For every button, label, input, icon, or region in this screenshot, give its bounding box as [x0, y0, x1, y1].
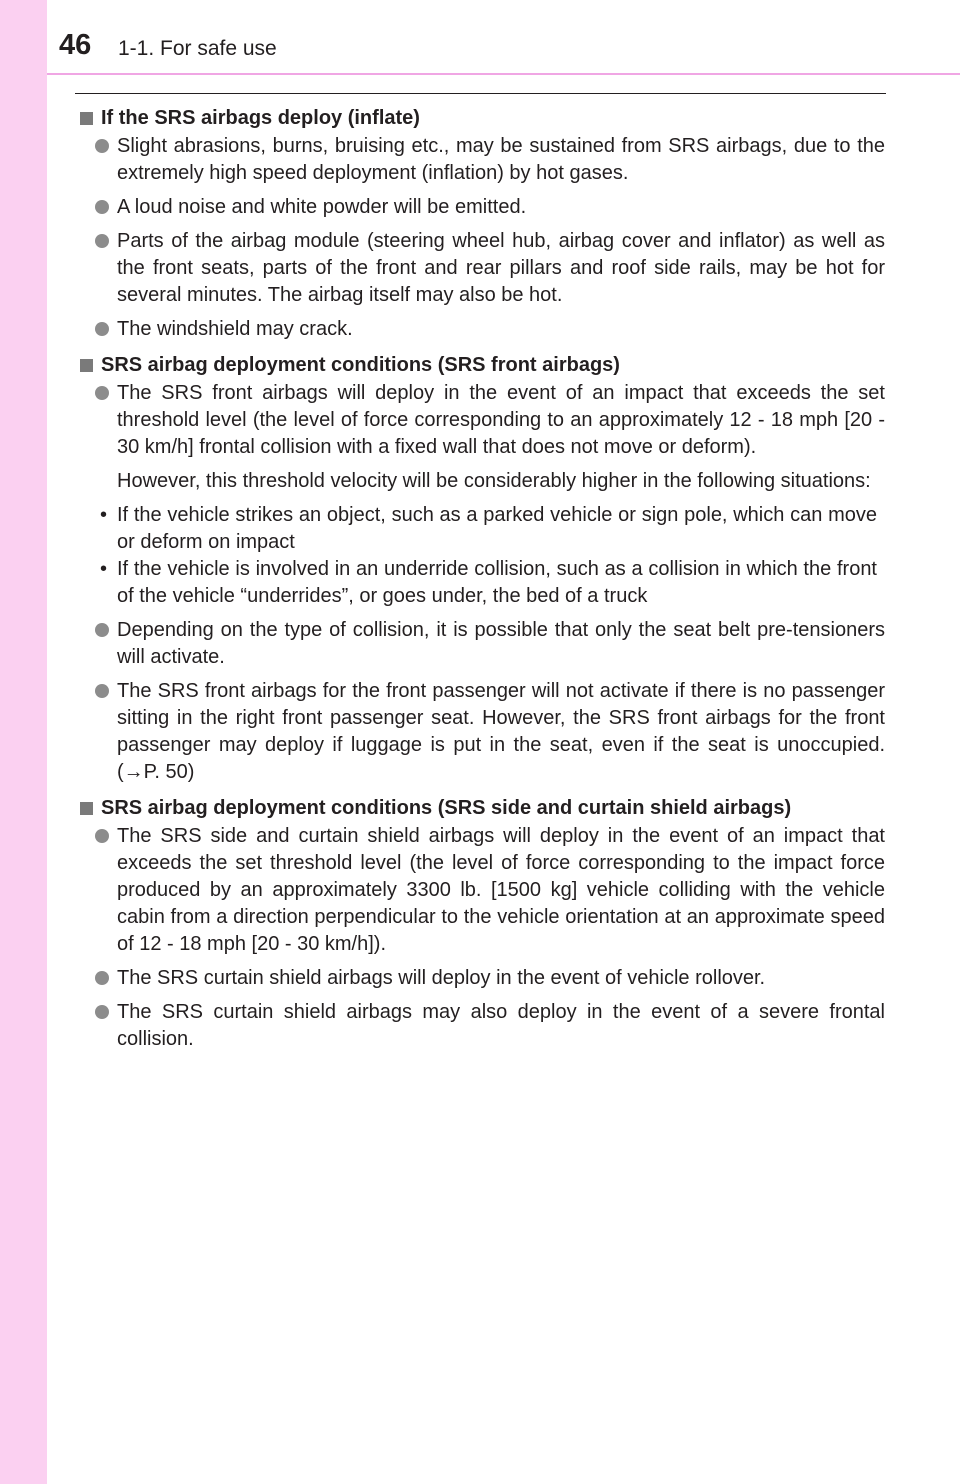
section-label: 1-1. For safe use	[118, 37, 277, 60]
list-item-text: The SRS curtain shield airbags may also deploy in the event of a severe frontal collision.	[117, 1001, 885, 1050]
note-paragraph: However, this threshold velocity will be considerably higher in the following situations:	[117, 470, 871, 492]
list-item-text: Slight abrasions, burns, bruising etc., may be sustained from SRS airbags, due to the extremely high speed deployment (inflation) by hot gases.	[117, 135, 885, 184]
round-bullet-icon	[95, 684, 109, 698]
sub-list-item	[100, 556, 885, 610]
side-margin-band	[0, 0, 47, 1484]
list-item-text: The SRS side and curtain shield airbags will deploy in the event of an impact that exceeds the set threshold level (the level of force corresponding to the impact force produced by an approximately 3300 lb. [1500 kg] vehicle colliding with the vehicle cabin from a direction perpendicular to the vehicle orientation at an approximate speed of 12 - 18 mph [20 - 30 km/h]).	[117, 825, 885, 955]
content-top-rule	[75, 93, 886, 94]
sub-list-item-text: If the vehicle strikes an object, such as a parked vehicle or sign pole, which can move or deform on impact	[117, 504, 877, 553]
list-item-text: Parts of the airbag module (steering wheel hub, airbag cover and inflator) as well as the front seats, parts of the front and rear pillars and roof side rails, may be hot for several minutes. The airbag itself may also be hot.	[117, 230, 885, 306]
list-item-text: The SRS curtain shield airbags will deploy in the event of vehicle rollover.	[117, 967, 766, 989]
section-heading-text: SRS airbag deployment conditions (SRS front airbags)	[101, 354, 620, 376]
round-bullet-icon	[95, 829, 109, 843]
list-item	[95, 617, 885, 671]
round-bullet-icon	[95, 386, 109, 400]
list-item	[95, 999, 885, 1053]
list-item-text: The SRS front airbags for the front passenger will not activate if there is no passenger sitting in the right front passenger seat. However, the SRS front airbags for the front passenger may deploy if luggage is put in the seat, even if the seat is unoccupied. (→P. 50)	[117, 680, 885, 783]
list-item	[95, 678, 885, 786]
square-bullet-icon	[80, 112, 93, 125]
round-bullet-icon	[95, 234, 109, 248]
section-heading-text: SRS airbag deployment conditions (SRS side and curtain shield airbags)	[101, 797, 792, 819]
page-content	[80, 105, 885, 1053]
list-item-text: A loud noise and white powder will be emitted.	[117, 196, 527, 218]
list-item-text: The SRS front airbags will deploy in the event of an impact that exceeds the set threshold level (the level of force corresponding to an approximately 12 - 18 mph [20 - 30 km/h] frontal collision with a fixed wall that does not move or deform).	[117, 382, 885, 458]
list-item	[95, 380, 885, 461]
square-bullet-icon	[80, 802, 93, 815]
small-bullet-icon: •	[100, 504, 108, 526]
header-divider	[47, 73, 960, 75]
round-bullet-icon	[95, 1005, 109, 1019]
list-item	[95, 316, 885, 343]
list-item	[95, 133, 885, 187]
section-heading	[80, 795, 885, 822]
small-bullet-icon: •	[100, 558, 108, 580]
section-heading-text: If the SRS airbags deploy (inflate)	[101, 107, 420, 129]
list-item	[95, 823, 885, 958]
list-item	[95, 228, 885, 309]
square-bullet-icon	[80, 359, 93, 372]
round-bullet-icon	[95, 623, 109, 637]
round-bullet-icon	[95, 971, 109, 985]
page-number: 46	[59, 29, 92, 61]
list-item-text: The windshield may crack.	[117, 318, 353, 340]
round-bullet-icon	[95, 322, 109, 336]
section-heading	[80, 352, 885, 379]
sub-list-item	[100, 502, 885, 556]
section-heading	[80, 105, 885, 132]
list-item	[95, 965, 885, 992]
list-item	[95, 194, 885, 221]
page-header	[0, 0, 960, 78]
round-bullet-icon	[95, 200, 109, 214]
round-bullet-icon	[95, 139, 109, 153]
list-item-text: Depending on the type of collision, it is possible that only the seat belt pre-tensioners will activate.	[117, 619, 885, 668]
sub-list-item-text: If the vehicle is involved in an underride collision, such as a collision in which the front of the vehicle “underrides”, or goes under, the bed of a truck	[117, 558, 877, 607]
